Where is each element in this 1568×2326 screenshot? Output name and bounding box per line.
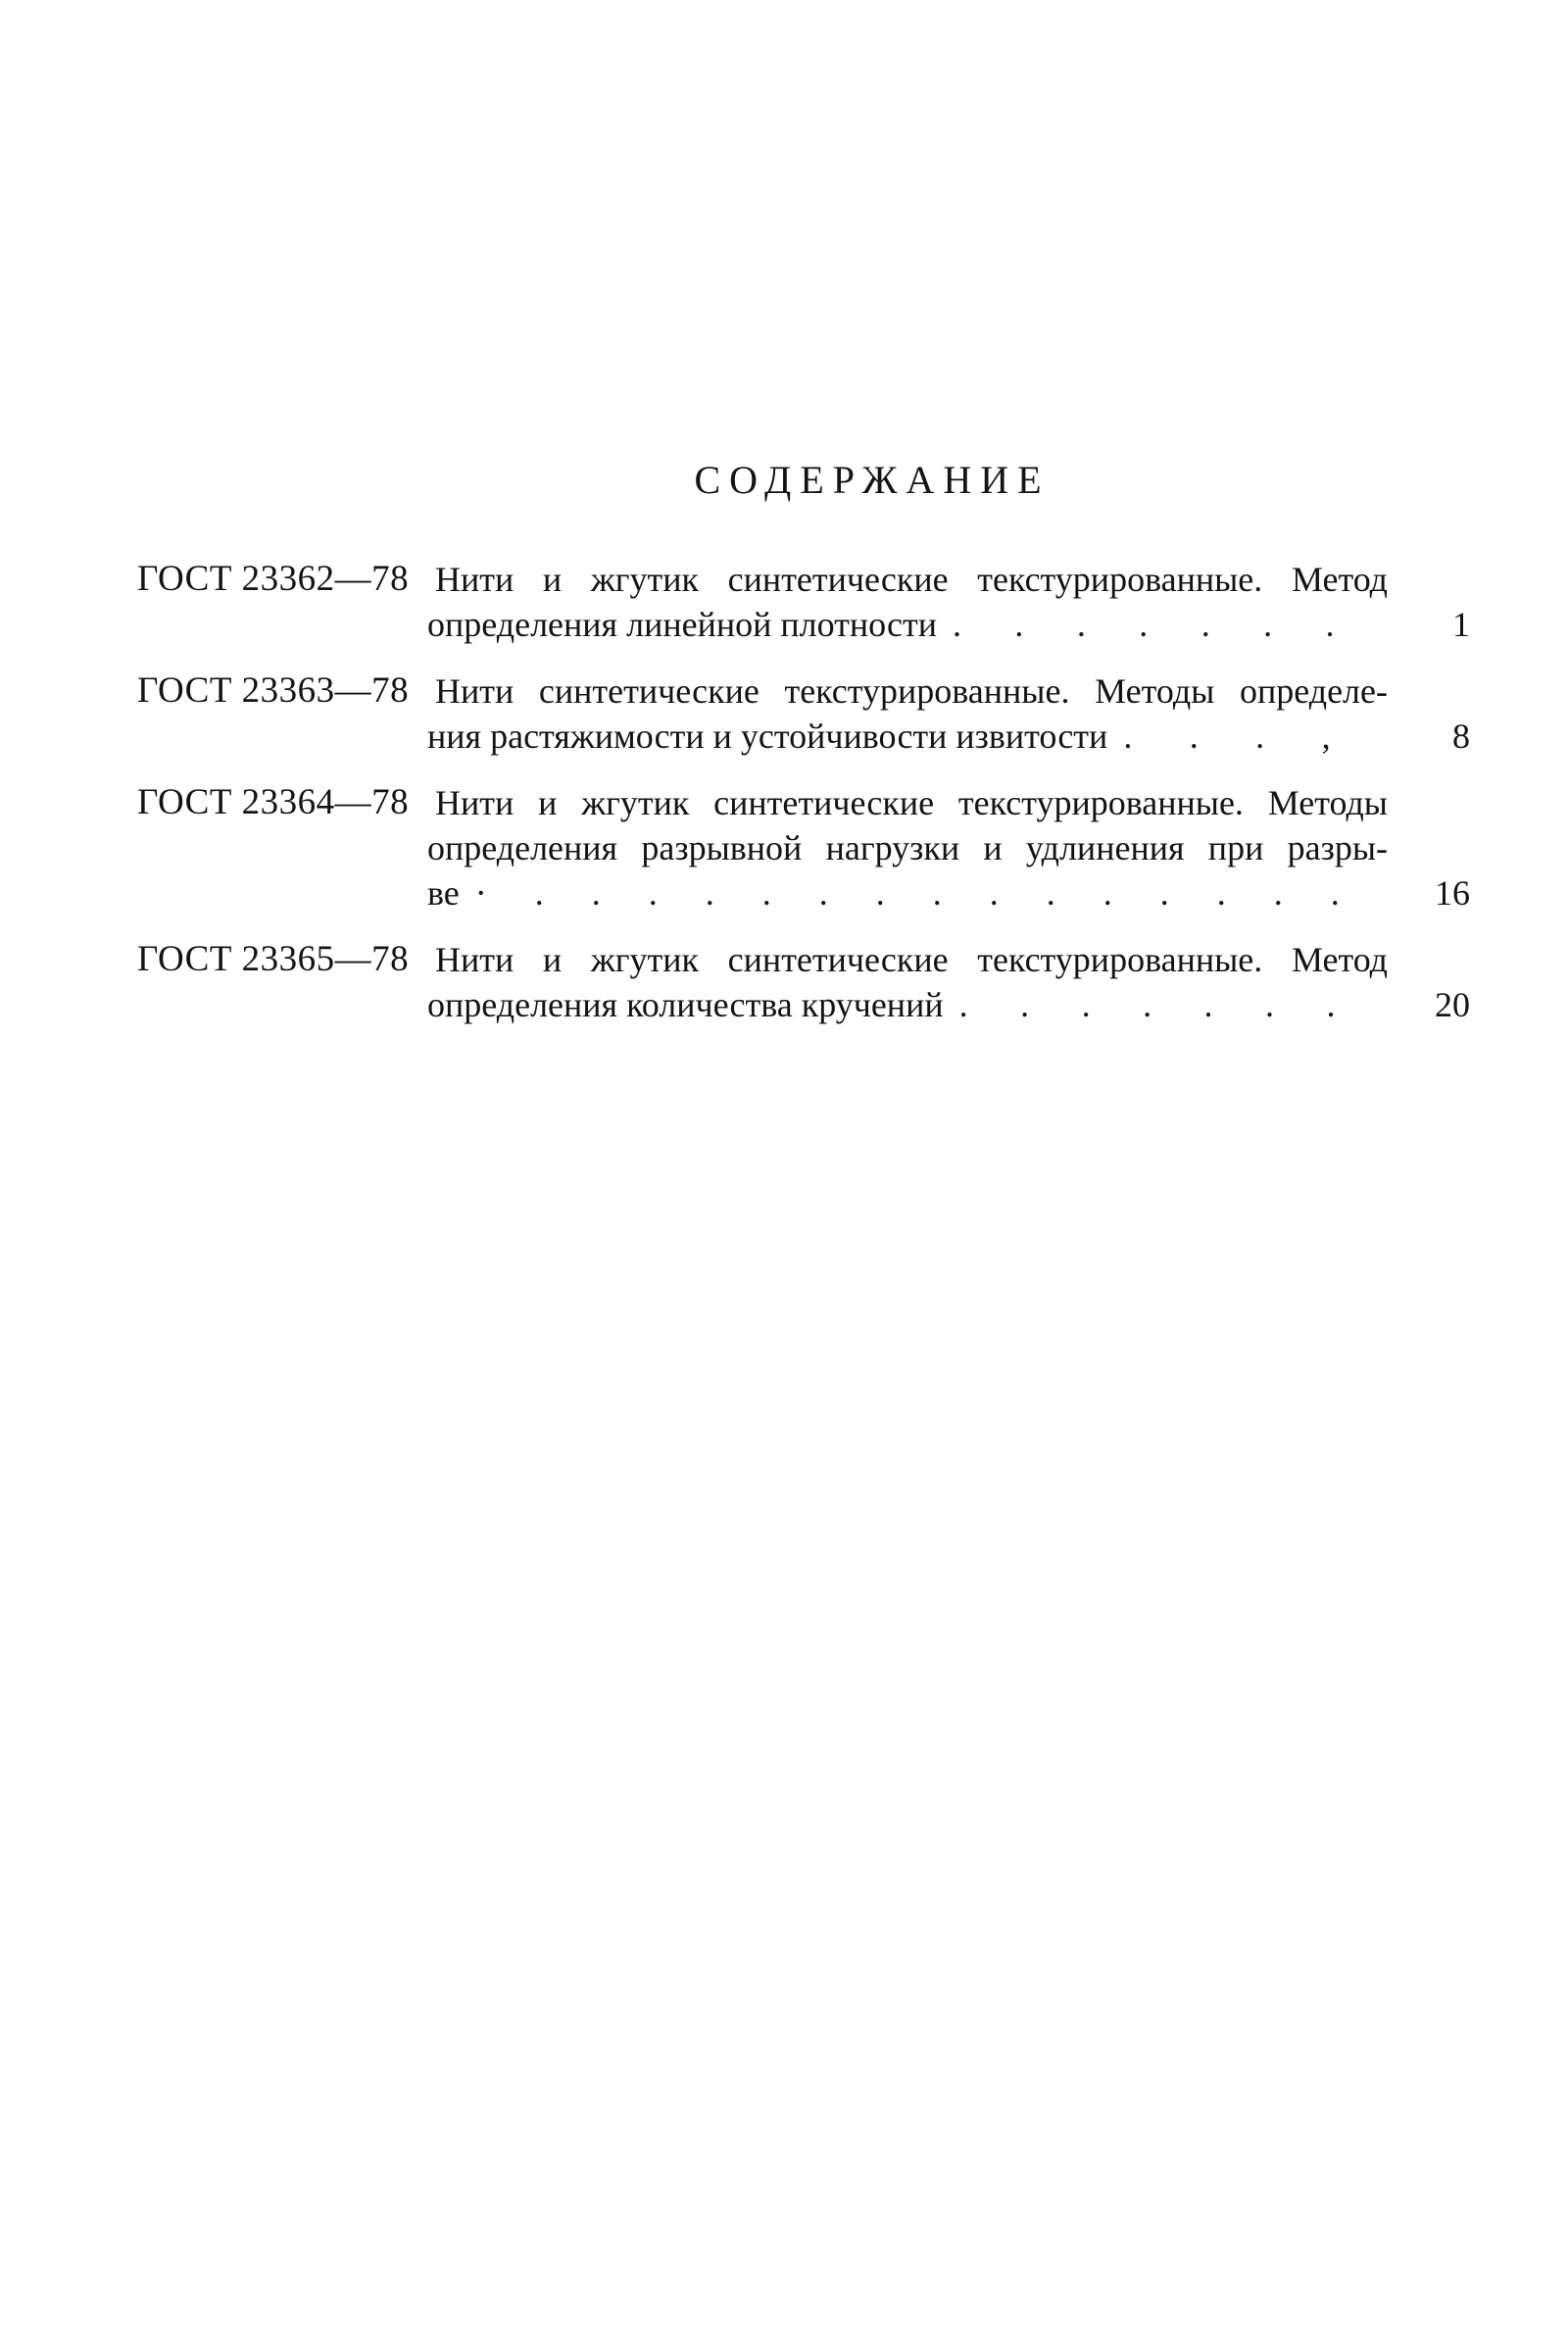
toc-entry-page: 1 [1452, 605, 1470, 644]
toc-entry-page: 8 [1452, 717, 1470, 756]
toc-entry [137, 937, 1470, 1027]
toc-entry-title [427, 780, 1388, 916]
toc-entry-line: Нити и жгутик синтетические текстурированные. Методы [435, 783, 1388, 822]
toc-entry-page: 16 [1435, 873, 1470, 913]
toc-entry-title [427, 937, 1388, 1027]
toc-entry-line: Нити и жгутик синтетические текстурированные. Метод [435, 560, 1388, 599]
toc-entry-line-last [427, 870, 1388, 916]
toc-entry-code: ГОСТ 23363—78 [137, 670, 410, 711]
toc-entry-code: ГОСТ 23364—78 [137, 782, 410, 822]
toc-entry-title [427, 557, 1388, 647]
toc-entry-code: ГОСТ 23362—78 [137, 559, 410, 599]
toc-title: СОДЕРЖАНИЕ [694, 458, 1051, 502]
toc-entry [137, 668, 1470, 759]
dot-leader: . . . , [1123, 717, 1331, 756]
toc-entry [137, 557, 1470, 647]
toc-entry-line: определения количества кручений [427, 985, 944, 1024]
toc-entry-line: определения разрывной нагрузки и удлинения при разры- [427, 828, 1388, 867]
toc-entry-line-last [427, 714, 1388, 759]
toc-entry-line-last [427, 602, 1388, 647]
toc-entry-line: Нити и жгутик синтетические текстурированные. Метод [435, 940, 1388, 979]
dot-leader: · . . . . . . . . . . . . . . . [474, 873, 1340, 913]
dot-leader: . . . . . . . [953, 605, 1335, 644]
toc-entry-line: ния растяжимости и устойчивости извитости [427, 717, 1108, 756]
toc-entry-title [427, 668, 1388, 759]
toc-entry-line-last [427, 982, 1388, 1027]
toc-entry-line: определения линейной плотности [427, 605, 937, 644]
toc-entry-line: Нити синтетические текстурированные. Методы определе- [435, 671, 1388, 711]
dot-leader: . . . . . . . [958, 985, 1336, 1024]
toc-entry-code: ГОСТ 23365—78 [137, 939, 410, 979]
toc-list [137, 557, 1470, 1049]
toc-entry [137, 780, 1470, 916]
toc-entry-page: 20 [1435, 985, 1470, 1024]
toc-entry-line: ве [427, 873, 460, 913]
